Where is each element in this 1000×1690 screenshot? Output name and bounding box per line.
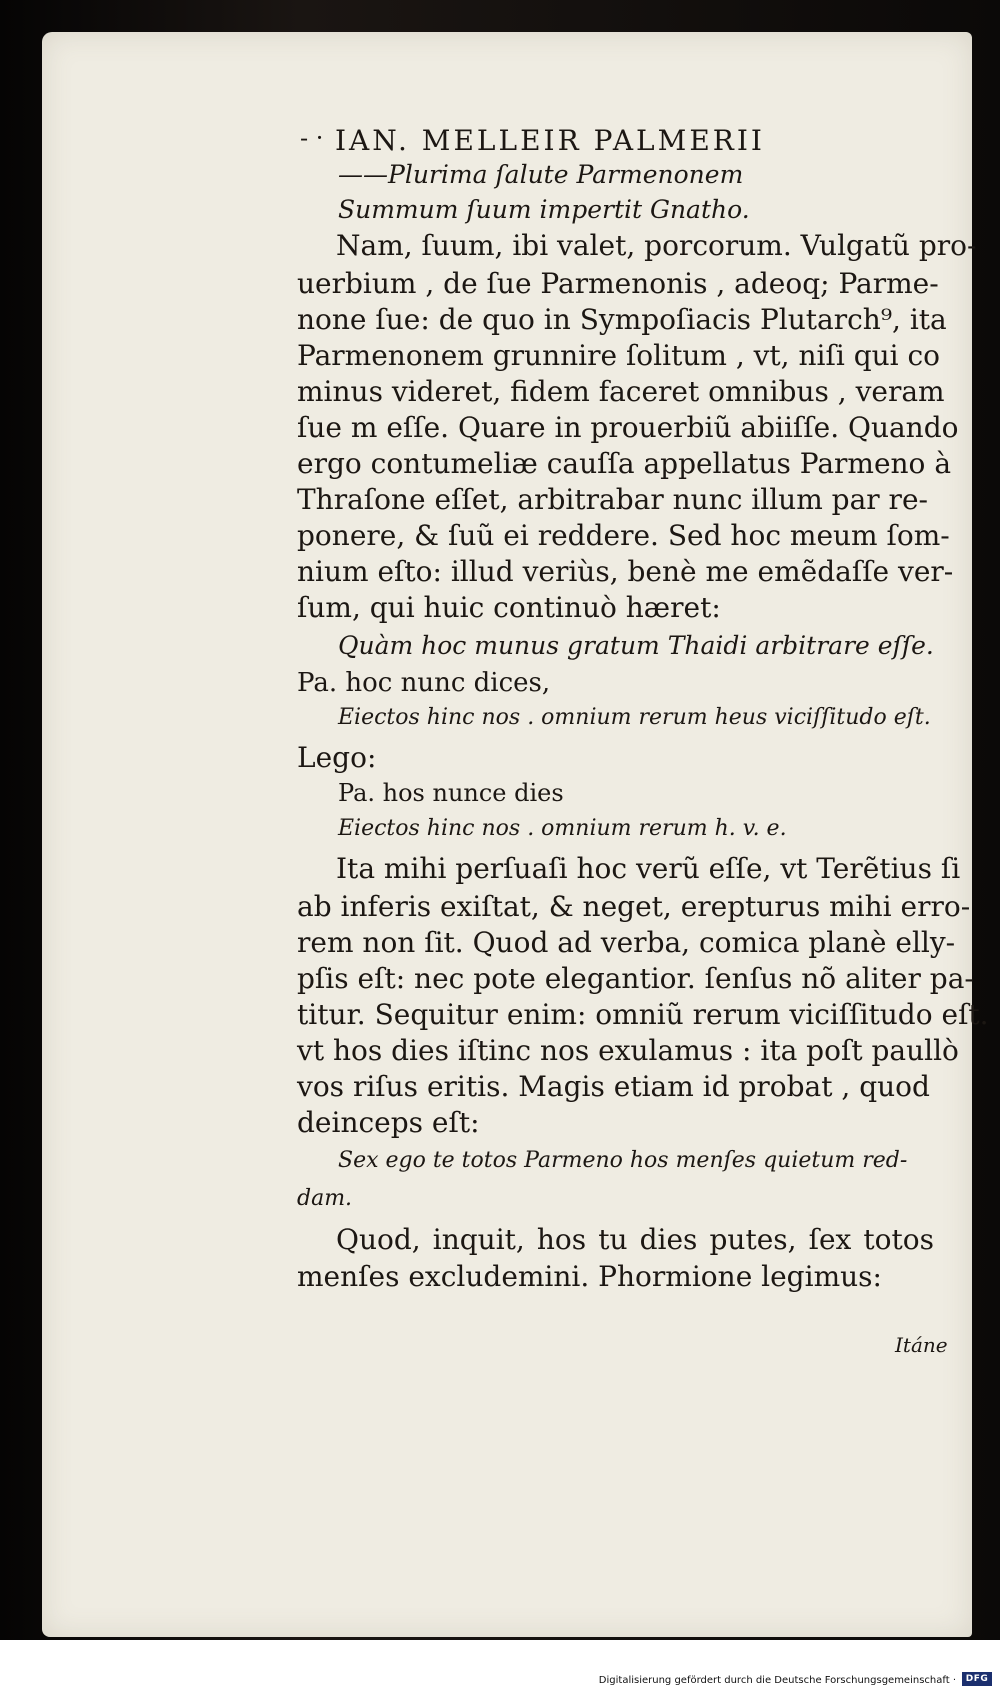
text-line: titur. Sequitur enim: omniũ rerum viciſſitudo eſt. [297,998,989,1031]
verse-line: Summum ſuum impertit Gnatho. [338,195,750,224]
verse-line: ——Plurima ſalute Parmenonem [338,160,744,189]
verse-line: Sex ego te totos Parmeno hos menſes quietum red- [338,1148,908,1173]
text-line: pſis eſt: nec pote elegantior. ſenſus nõ aliter pa- [297,962,974,995]
dfg-logo-icon: DFG [962,1672,992,1686]
catchword: Itáne [895,1333,948,1357]
verse-line: dam. [297,1186,353,1211]
text-line: Lego: [297,741,377,774]
text-line: ſum, qui huic continuò hæret: [297,591,721,624]
text-line: ergo contumeliæ cauſſa appellatus Parmeno à [297,447,952,480]
text-line: Quod, inquit, hos tu dies putes, ſex totos [336,1223,934,1256]
verse-line: Quàm hoc munus gratum Thaidi arbitrare eſſe. [338,631,934,660]
text-line: ſue m eſſe. Quare in prouerbiũ abiiſſe. Quando [297,411,959,444]
text-line: menſes excludemini. Phormione legimus: [297,1260,882,1293]
text-line: none ſue: de quo in Sympoſiacis Plutarch⁹, ita [297,303,947,336]
text-line: ponere, & ſuũ ei reddere. Sed hoc meum ſom- [297,519,950,552]
text-line: ab inferis exiſtat, & neget, erepturus mihi erro- [297,890,971,923]
text-line: deinceps eſt: [297,1106,480,1139]
text-line: Thraſone eſſet, arbitrabar nunc illum par re- [297,483,928,516]
verse-line: Eiectos hinc nos . omnium rerum h. v. e. [338,816,787,841]
funding-credit: Digitalisierung gefördert durch die Deutsche Forschungsgemeinschaft · [598,1675,956,1686]
text-line: uerbium , de ſue Parmenonis , adeoq; Parme- [297,267,939,300]
text-line: Parmenonem grunnire ſolitum , vt, niſi qui co [297,339,941,372]
verse-line: Pa. hos nunce dies [338,779,564,807]
text-line: Ita mihi perſuaſi hoc verũ eſſe, vt Terẽtius ſi [336,852,961,885]
verse-line: Pa. hoc nunc dices, [297,668,551,698]
verse-line: Eiectos hinc nos . omnium rerum heus viciſſitudo eſt. [338,705,931,730]
text-line: Nam, ſuum, ibi valet, porcorum. Vulgatũ pro- [336,229,977,262]
text-line: nium eſto: illud veriùs, benè me emẽdaſſe ver- [297,555,954,588]
text-line: minus videret, fidem faceret omnibus , veram [297,375,945,408]
header-ornament: - · [300,124,324,152]
text-line: vos riſus eritis. Magis etiam id probat , quod [297,1070,930,1103]
text-line: vt hos dies iſtinc nos exulamus : ita poſt paullò [297,1034,959,1067]
running-head: IAN. MELLEIR PALMERII [335,124,765,157]
text-line: rem non ſit. Quod ad verba, comica planè elly- [297,926,956,959]
